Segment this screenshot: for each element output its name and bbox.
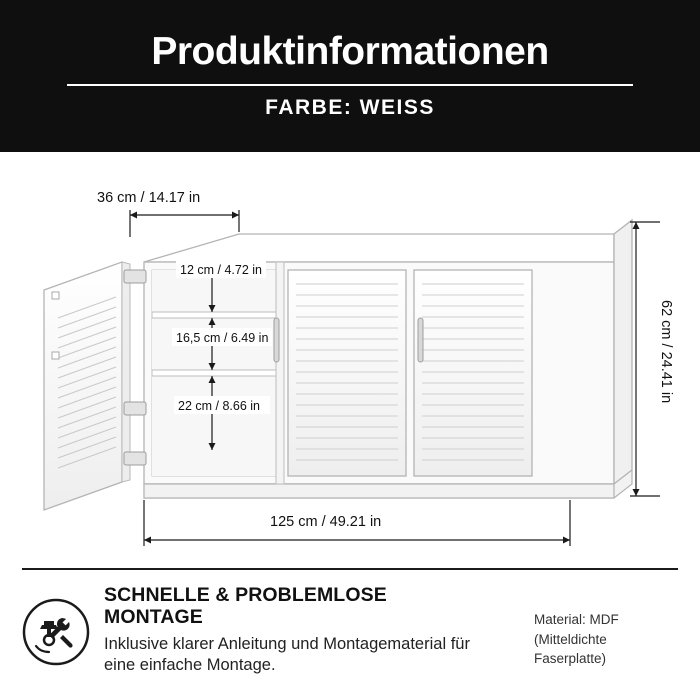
right-door-handle[interactable]	[418, 318, 423, 362]
material-info	[534, 610, 694, 669]
shelf-top-label: 12 cm / 4.72 in	[180, 263, 262, 277]
center-door	[288, 270, 406, 476]
height-dimension-line	[630, 222, 660, 496]
door-screw-hole-top	[52, 292, 59, 299]
shelf-bottom-label: 22 cm / 8.66 in	[178, 399, 260, 413]
depth-label: 36 cm / 14.17 in	[97, 190, 201, 206]
cabinet-illustration	[0, 152, 700, 564]
material-line-1: Material: MDF	[534, 612, 619, 627]
assembly-title: SCHNELLE & PROBLEMLOSE MONTAGE	[104, 584, 387, 629]
material-line-2: (Mitteldichte	[534, 631, 607, 647]
center-door-handle[interactable]	[274, 318, 279, 362]
assembly-description: Inklusive klarer Anleitung und Montagematerial für eine einfache Montage.	[104, 634, 470, 675]
material-line-3: Faserplatte)	[534, 651, 607, 667]
depth-dimension-line	[130, 210, 239, 237]
shelf-middle-label: 16,5 cm / 6.49 in	[176, 331, 269, 345]
door-screw-hole-bottom	[52, 352, 59, 359]
header-banner	[0, 0, 700, 152]
color-subtitle: FARBE: WEISS	[265, 96, 435, 120]
width-label: 125 cm / 49.21 in	[270, 514, 382, 530]
footer-divider	[22, 568, 678, 570]
right-door	[414, 270, 532, 476]
shelf-upper	[152, 312, 276, 318]
assembly-tools-icon	[22, 598, 90, 666]
footer-section	[0, 568, 700, 700]
assembly-text-block	[104, 584, 484, 677]
header-divider	[67, 84, 633, 86]
cabinet-right-side	[614, 220, 632, 484]
shelf-middle	[152, 370, 276, 376]
page-title: Produktinformationen	[151, 29, 549, 73]
cabinet-plinth	[144, 484, 614, 498]
product-diagram	[0, 152, 700, 564]
cabinet-top-surface	[144, 234, 614, 262]
open-door-edge	[122, 262, 130, 482]
cabinet-divider	[276, 262, 284, 484]
height-label: 62 cm / 24.41 in	[658, 300, 674, 404]
